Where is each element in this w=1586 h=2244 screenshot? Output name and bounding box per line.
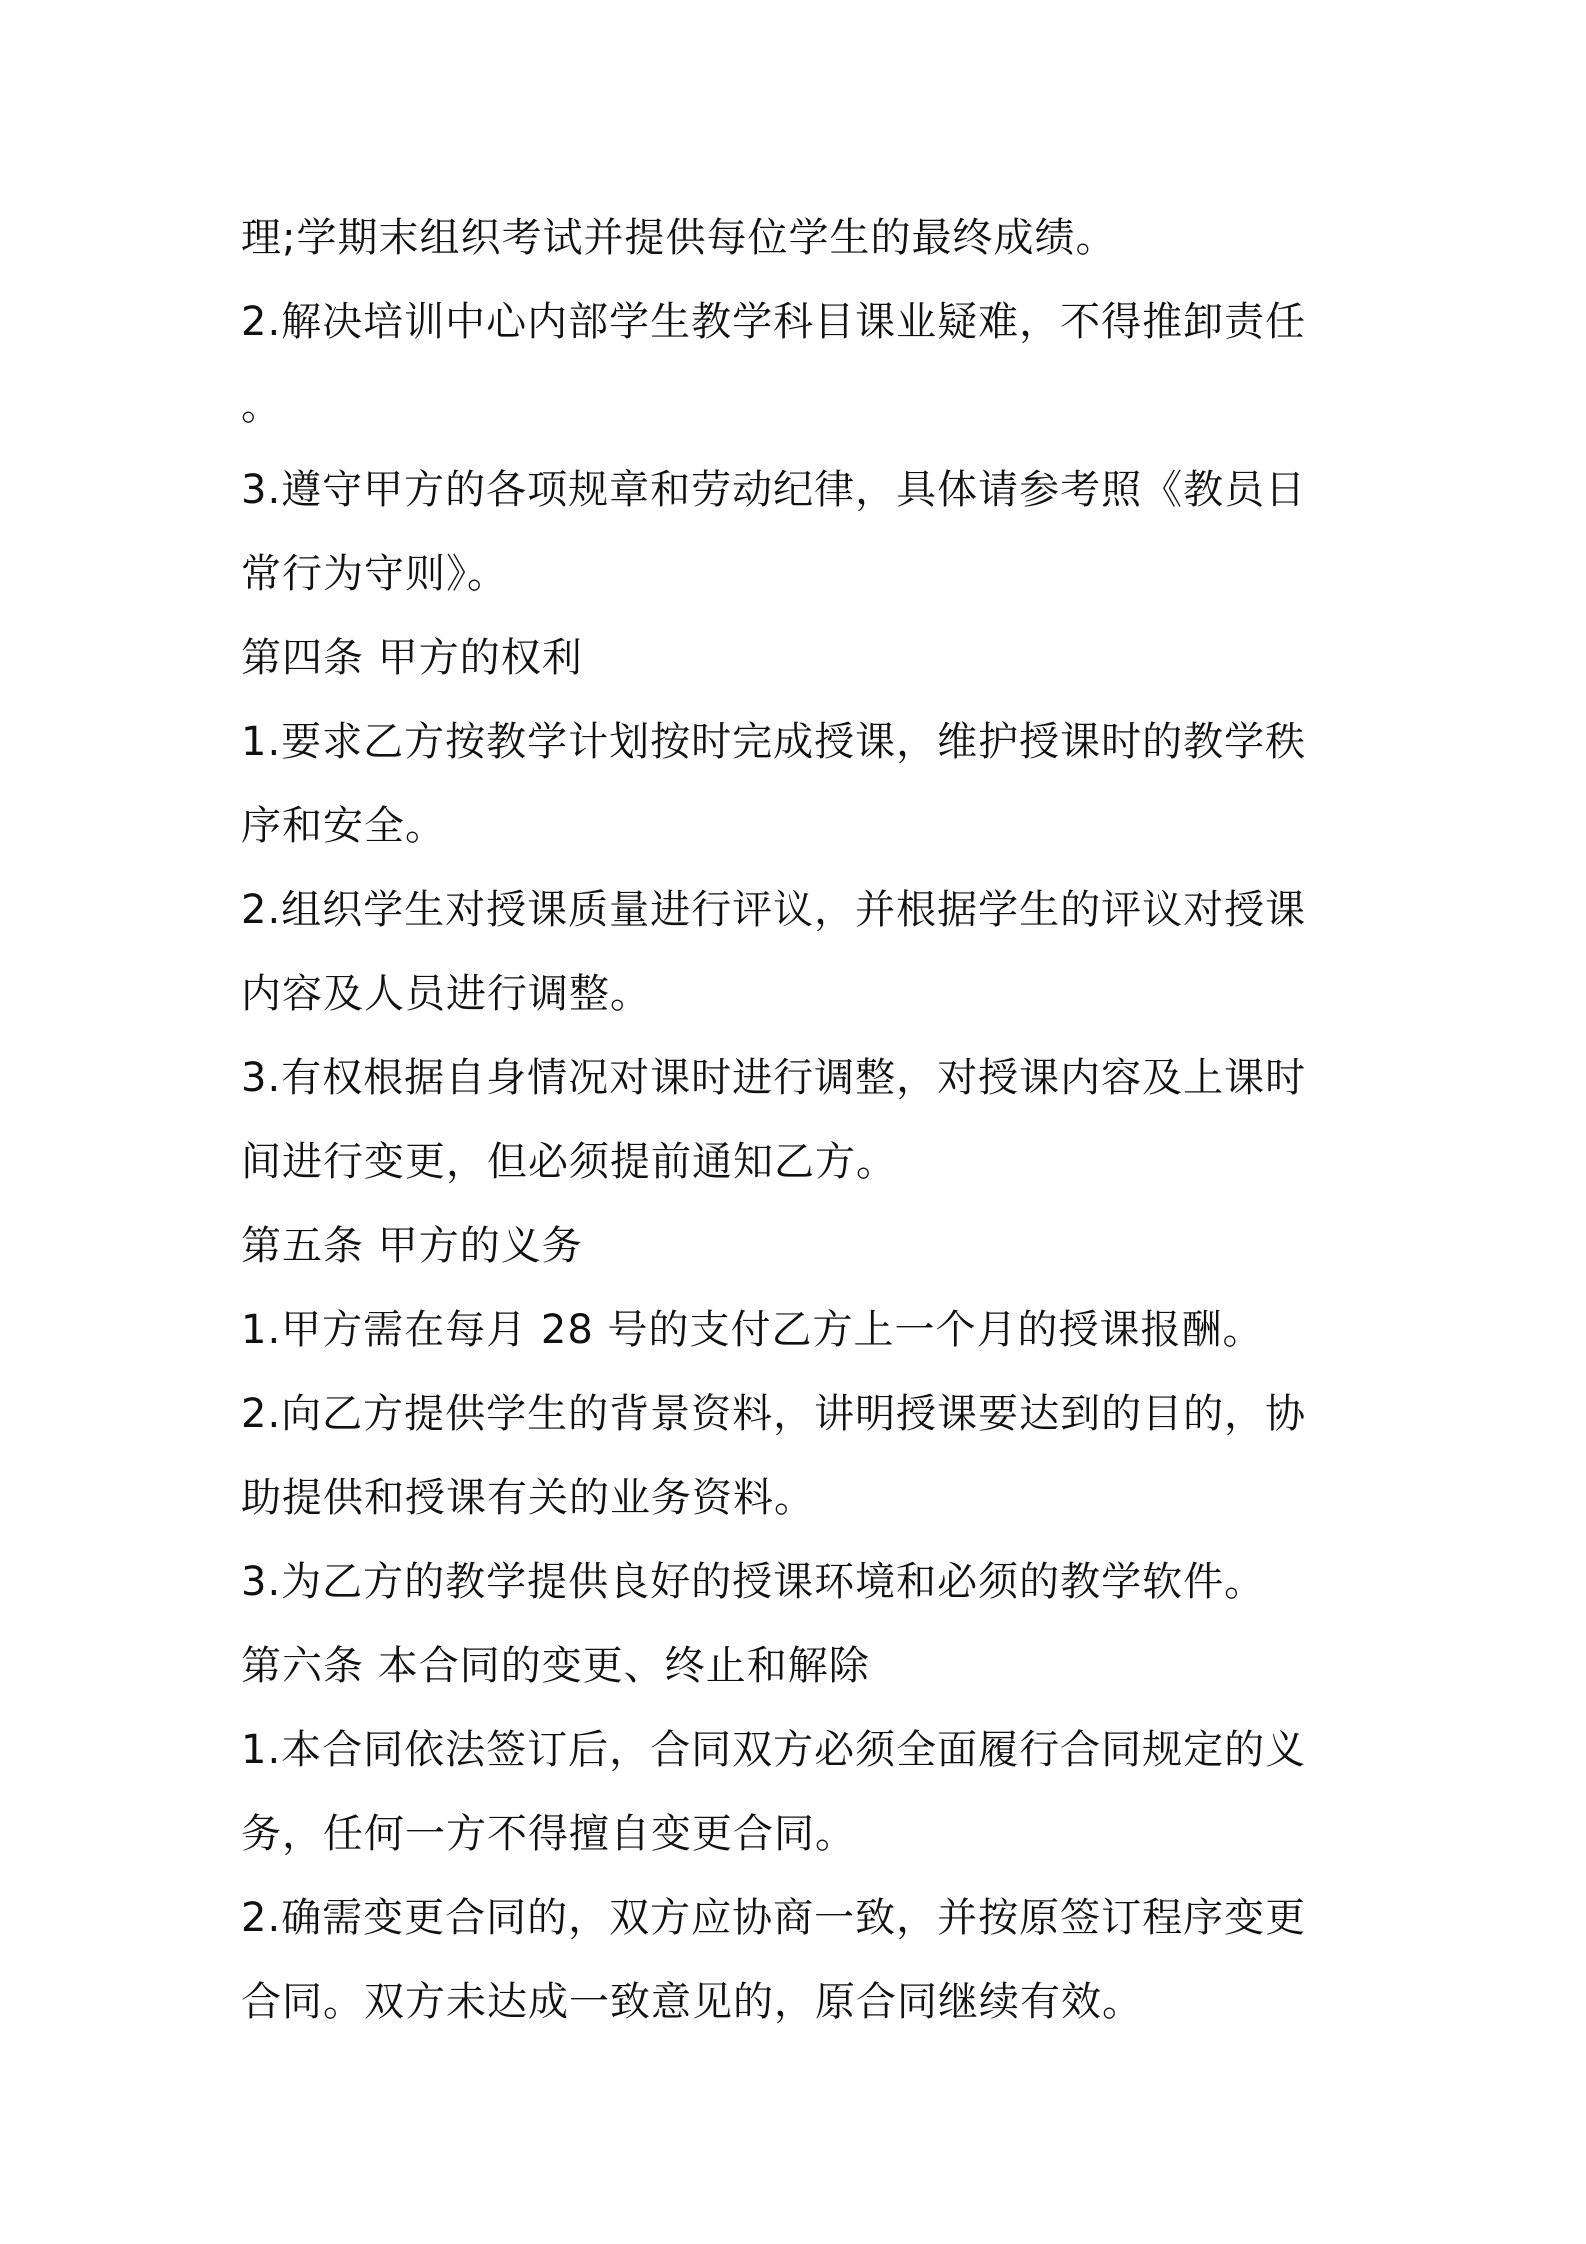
section-heading: 第六条 本合同的变更、终止和解除 bbox=[241, 1643, 870, 1689]
text-line: 2.向乙方提供学生的背景资料，讲明授课要达到的目的，协 bbox=[241, 1391, 1307, 1437]
text-line: 1.甲方需在每月 28 号的支付乙方上一个月的授课报酬。 bbox=[241, 1307, 1264, 1353]
text-line: 合同。双方未达成一致意见的，原合同继续有效。 bbox=[241, 1979, 1143, 2025]
text-line: 1.要求乙方按教学计划按时完成授课，维护授课时的教学秩 bbox=[241, 719, 1307, 765]
text-line: 务，任何一方不得擅自变更合同。 bbox=[241, 1811, 856, 1857]
text-line: 1.本合同依法签订后，合同双方必须全面履行合同规定的义 bbox=[241, 1727, 1307, 1773]
text-line: 2.确需变更合同的，双方应协商一致，并按原签订程序变更 bbox=[241, 1895, 1307, 1941]
text-line: 3.遵守甲方的各项规章和劳动纪律，具体请参考照《教员日 bbox=[241, 467, 1307, 513]
document-body bbox=[241, 196, 1361, 2044]
text-line: 序和安全。 bbox=[241, 803, 446, 849]
text-line: 助提供和授课有关的业务资料。 bbox=[241, 1475, 815, 1521]
text-line: 。 bbox=[241, 383, 282, 429]
text-line: 常行为守则》。 bbox=[241, 551, 508, 597]
section-heading: 第五条 甲方的义务 bbox=[241, 1223, 583, 1269]
text-line: 理;学期末组织考试并提供每位学生的最终成绩。 bbox=[241, 215, 1117, 261]
text-line: 3.有权根据自身情况对课时进行调整，对授课内容及上课时 bbox=[241, 1055, 1307, 1101]
text-line: 3.为乙方的教学提供良好的授课环境和必须的教学软件。 bbox=[241, 1559, 1266, 1605]
text-line: 2.组织学生对授课质量进行评议，并根据学生的评议对授课 bbox=[241, 887, 1307, 933]
text-line: 2.解决培训中心内部学生教学科目课业疑难，不得推卸责任 bbox=[241, 299, 1307, 345]
text-line: 间进行变更，但必须提前通知乙方。 bbox=[241, 1139, 897, 1185]
text-line: 内容及人员进行调整。 bbox=[241, 971, 651, 1017]
section-heading: 第四条 甲方的权利 bbox=[241, 635, 583, 681]
